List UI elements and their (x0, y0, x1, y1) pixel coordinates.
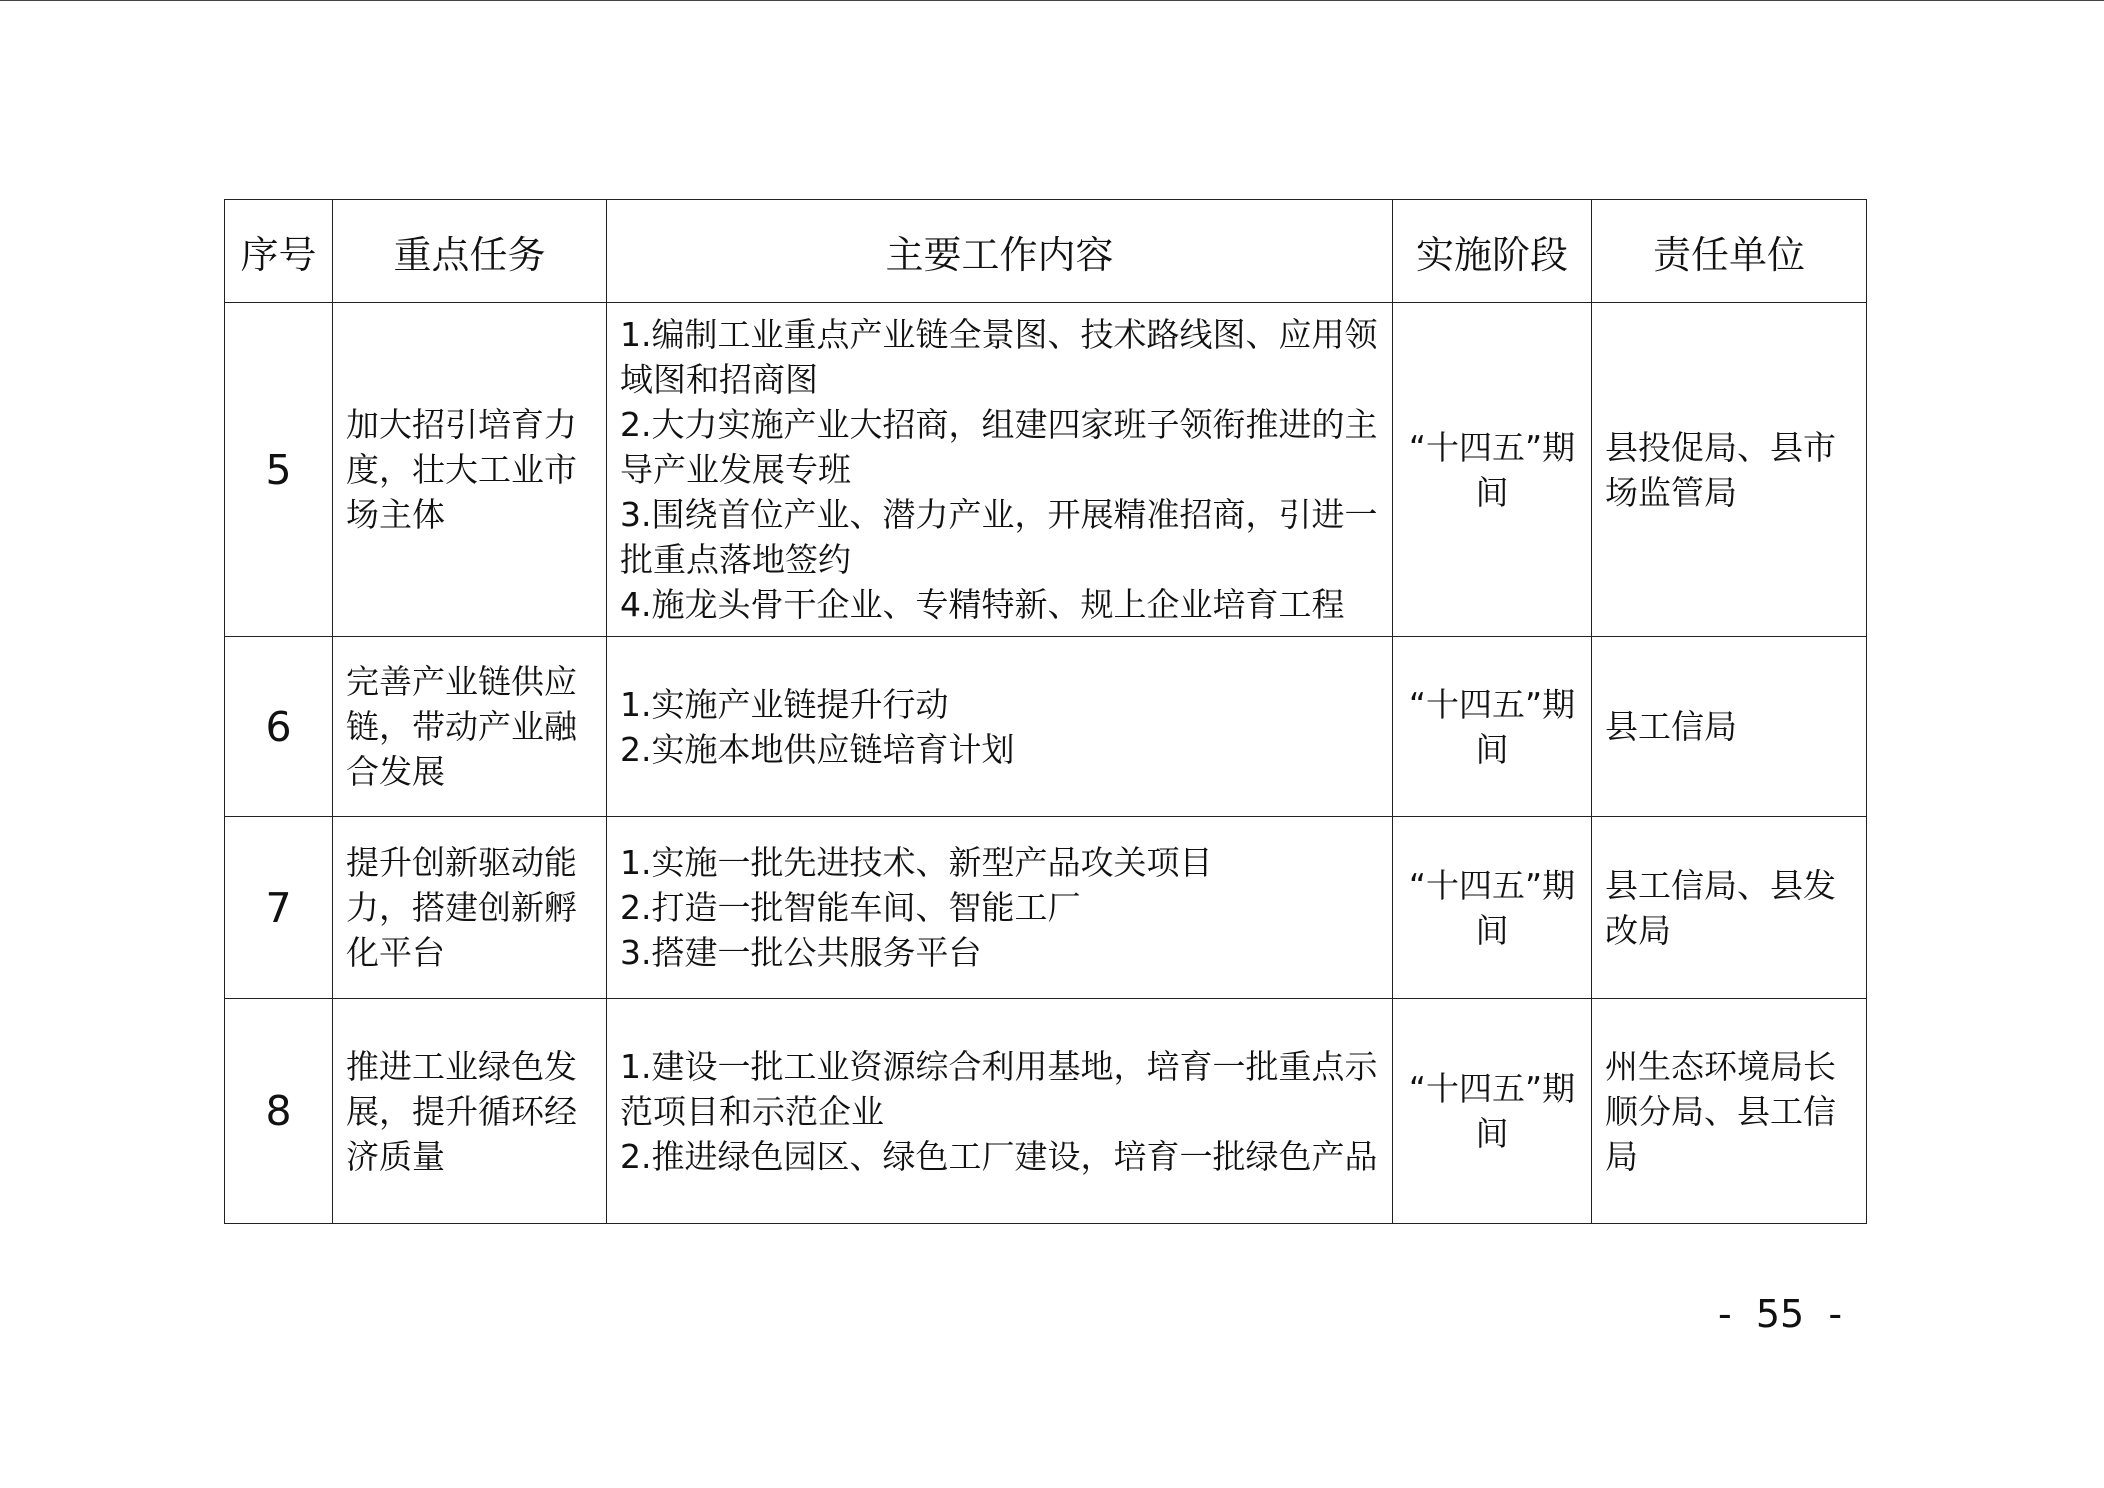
row-key-task: 加大招引培育力度，壮大工业市场主体 (333, 303, 607, 637)
row-stage: “十四五”期间 (1393, 999, 1592, 1224)
row-key-task: 提升创新驱动能力，搭建创新孵化平台 (333, 817, 607, 999)
row-number: 8 (225, 999, 333, 1224)
content-item: 2.实施本地供应链培育计划 (620, 729, 1015, 769)
row-main-content (607, 817, 1393, 999)
content-item: 3.搭建一批公共服务平台 (620, 933, 982, 972)
key-tasks-table (224, 199, 1867, 1224)
content-item: 3.围绕首位产业、潜力产业，开展精准招商，引进一批重点落地签约 (620, 495, 1378, 579)
table-row (225, 817, 1867, 999)
table-row (225, 999, 1867, 1224)
header-key-task: 重点任务 (333, 200, 607, 303)
row-number: 7 (225, 817, 333, 999)
header-responsible-unit: 责任单位 (1592, 200, 1867, 303)
header-number: 序号 (225, 200, 333, 303)
table-row (225, 303, 1867, 637)
row-responsible-unit: 县投促局、县市场监管局 (1592, 303, 1867, 637)
row-key-task: 完善产业链供应链，带动产业融合发展 (333, 637, 607, 817)
row-stage: “十四五”期间 (1393, 303, 1592, 637)
content-item: 2.打造一批智能车间、智能工厂 (620, 888, 1081, 927)
row-main-content (607, 637, 1393, 817)
content-item: 2.推进绿色园区、绿色工厂建设，培育一批绿色产品 (620, 1136, 1378, 1176)
content-item: 1.编制工业重点产业链全景图、技术路线图、应用领域图和招商图 (620, 315, 1378, 399)
page-top-border (0, 0, 2104, 1)
row-number: 6 (225, 637, 333, 817)
content-item: 4.施龙头骨干企业、专精特新、规上企业培育工程 (620, 585, 1345, 624)
content-item: 1.实施产业链提升行动 (620, 684, 949, 724)
row-responsible-unit: 县工信局 (1592, 637, 1867, 817)
table-row (225, 637, 1867, 817)
row-key-task: 推进工业绿色发展，提升循环经济质量 (333, 999, 607, 1224)
row-responsible-unit: 州生态环境局长顺分局、县工信局 (1592, 999, 1867, 1224)
page-number: - 55 - (1717, 1292, 1843, 1336)
row-main-content (607, 999, 1393, 1224)
content-item: 1.实施一批先进技术、新型产品攻关项目 (620, 843, 1213, 882)
row-number: 5 (225, 303, 333, 637)
row-stage: “十四五”期间 (1393, 637, 1592, 817)
row-main-content (607, 303, 1393, 637)
header-main-content: 主要工作内容 (607, 200, 1393, 303)
content-item: 2.大力实施产业大招商，组建四家班子领衔推进的主导产业发展专班 (620, 405, 1378, 489)
row-stage: “十四五”期间 (1393, 817, 1592, 999)
content-item: 1.建设一批工业资源综合利用基地，培育一批重点示范项目和示范企业 (620, 1046, 1378, 1131)
table-header-row (225, 200, 1867, 303)
header-stage: 实施阶段 (1393, 200, 1592, 303)
row-responsible-unit: 县工信局、县发改局 (1592, 817, 1867, 999)
